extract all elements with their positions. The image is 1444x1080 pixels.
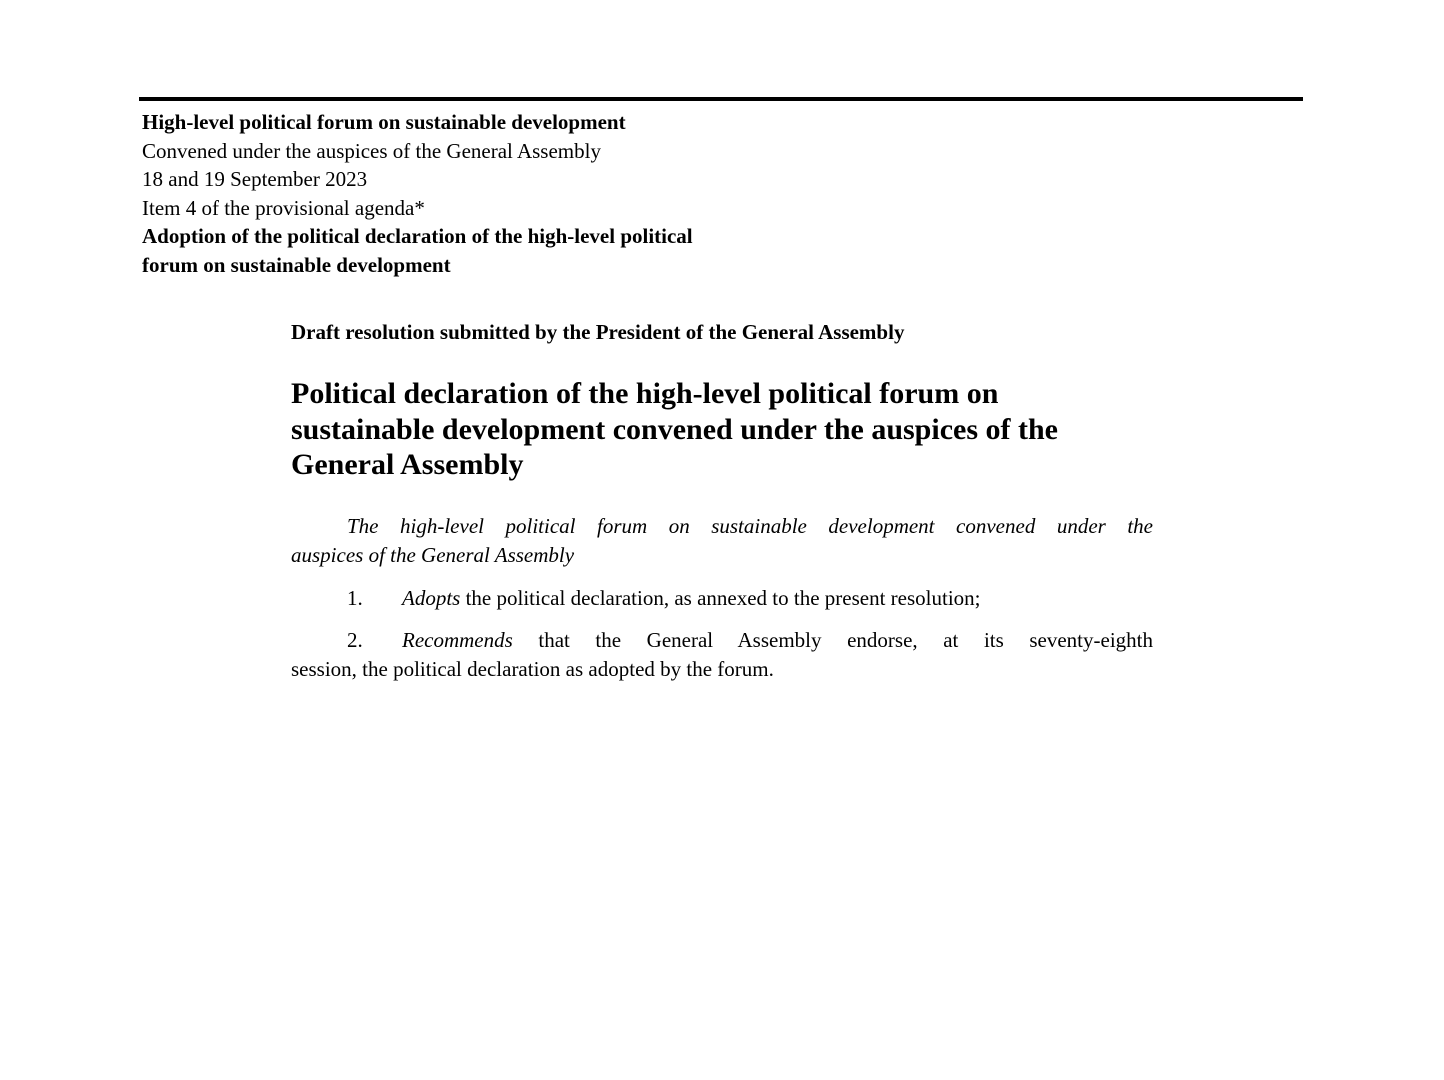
operative-paragraph-2 bbox=[291, 626, 1153, 683]
document-header bbox=[142, 108, 862, 279]
title-line-3: General Assembly bbox=[291, 448, 524, 481]
agenda-item: Item 4 of the provisional agenda* bbox=[142, 195, 425, 220]
convened-line: Convened under the auspices of the General Assembly bbox=[142, 138, 601, 163]
document-title bbox=[291, 376, 1171, 483]
paragraph-number: 1. bbox=[347, 586, 363, 610]
paragraph-text: that the General Assembly endorse, at its seventy-eighth bbox=[512, 628, 1153, 652]
session-dates: 18 and 19 September 2023 bbox=[142, 167, 368, 191]
title-line-1: Political declaration of the high-level political forum on bbox=[291, 377, 999, 410]
paragraph-text: the political declaration, as annexed to the present resolution; bbox=[460, 586, 981, 610]
header-rule bbox=[139, 97, 1303, 101]
submitted-by: Draft resolution submitted by the President of the General Assembly bbox=[291, 320, 905, 344]
operative-verb: Adopts bbox=[402, 586, 461, 610]
paragraph-2-line-1 bbox=[291, 626, 1153, 655]
operative-paragraph-1 bbox=[291, 584, 1153, 613]
paragraph-2-line-2: session, the political declaration as adopted by the forum. bbox=[291, 656, 774, 681]
agenda-title-line-2: forum on sustainable development bbox=[142, 252, 451, 277]
forum-title: High-level political forum on sustainable development bbox=[142, 110, 626, 134]
title-line-2: sustainable development convened under the auspices of the bbox=[291, 412, 1058, 446]
agenda-title-line-1: Adoption of the political declaration of the high-level political bbox=[142, 224, 693, 248]
operative-verb: Recommends bbox=[402, 628, 513, 652]
preamble-line-1: The high-level political forum on sustainable development convened under the bbox=[347, 514, 1153, 538]
paragraph-number: 2. bbox=[347, 628, 363, 652]
preamble bbox=[291, 512, 1153, 569]
preamble-line-2: auspices of the General Assembly bbox=[291, 542, 575, 567]
